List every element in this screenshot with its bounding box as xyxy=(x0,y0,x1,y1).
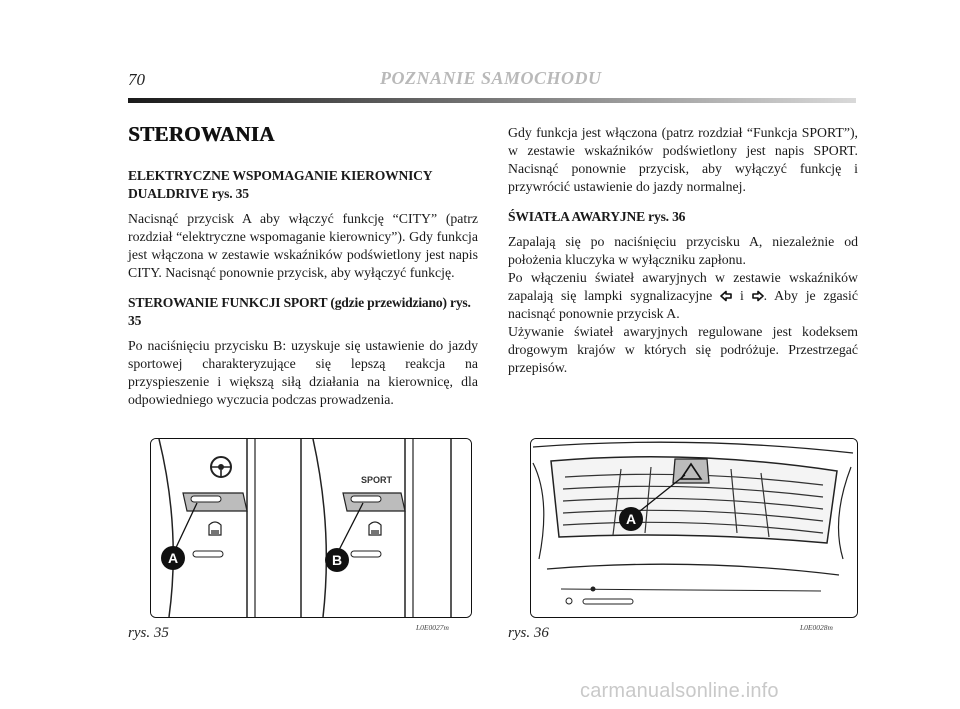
turn-signal-left-icon xyxy=(720,290,732,302)
label-a: A xyxy=(167,550,179,566)
label-a-badge xyxy=(161,546,185,570)
left-column xyxy=(128,122,478,421)
figure-35-drawing xyxy=(151,439,471,617)
turn-signal-right-icon xyxy=(752,290,764,302)
figure-35-code: L0E0027m xyxy=(416,623,449,632)
section-title: STEROWANIA xyxy=(128,122,275,146)
paragraph-hazard-2-after: . Aby je zgasić nacisnąć ponownie przycisk A. xyxy=(508,288,858,321)
running-header: POZNANIE SAMOCHODU xyxy=(380,68,602,88)
label-b: B xyxy=(331,552,343,568)
page-number: 70 xyxy=(128,70,145,89)
paragraph-hazard xyxy=(508,233,858,377)
figure-36-caption: rys. 36 xyxy=(508,625,549,641)
watermark: carmanualsonline.info xyxy=(580,680,779,702)
label-a-36: A xyxy=(625,511,637,527)
paragraph-hazard-3: Używanie świateł awaryjnych regulowane jest kodeksem drogowym krajów w których się podróżuje. Przestrzegać przepisów. xyxy=(508,324,858,375)
label-b-badge xyxy=(325,548,349,572)
button-a-drawing xyxy=(183,493,247,511)
paragraph-hazard-2-before: Po włączeniu świateł awaryjnych w zestawie wskaźników zapalają się lampki sygnalizacyjne xyxy=(508,270,858,303)
figure-35-illustration xyxy=(150,438,472,618)
subhead-hazard: ŚWIATŁA AWARYJNE rys. 36 xyxy=(508,209,686,224)
subhead-sport: STEROWANIE FUNKCJI SPORT (gdzie przewidziano) rys. 35 xyxy=(128,295,471,328)
paragraph-steering: Nacisnąć przycisk A aby włączyć funkcję “CITY” (patrz rozdział “elektryczne wspomaganie kierownicy”). Gdy funkcja jest włączona w zestawie wskaźników podświetlony jest napis CITY. Nacisnąć ponownie przycisk, aby wyłączyć funkcję. xyxy=(128,211,478,280)
label-a-badge-36 xyxy=(619,507,643,531)
figure-36-drawing xyxy=(531,439,857,617)
paragraph-hazard-2-and: i xyxy=(739,288,744,303)
figure-36-illustration xyxy=(530,438,858,618)
subhead-steering: ELEKTRYCZNE WSPOMAGANIE KIEROWNICY DUALDRIVE rys. 35 xyxy=(128,168,432,201)
hazard-button-drawing xyxy=(673,459,709,483)
sport-label: SPORT xyxy=(361,475,393,485)
paragraph-sport: Po naciśnięciu przycisku B: uzyskuje się ustawienie do jazdy sportowej charakteryzujące się lepszą reakcja na przyspieszenie i większą siłą działania na kierownicę, dla odpowiedniego wyczucia podczas prowadzenia. xyxy=(128,338,478,407)
header-rule xyxy=(128,98,856,103)
figure-35-caption: rys. 35 xyxy=(128,625,169,641)
paragraph-hazard-1: Zapalają się po naciśnięciu przycisku A, niezależnie od położenia kluczyka w wyłączniku zapłonu. xyxy=(508,234,858,267)
figure-36-code: L0E0028m xyxy=(800,623,833,632)
paragraph-sport-on: Gdy funkcja jest włączona (patrz rozdział “Funkcja SPORT”), w zestawie wskaźników podświetlony jest napis SPORT. Nacisnąć ponownie przycisk, aby wyłączyć funkcję i przywrócić ustawienie do jazdy normalnej. xyxy=(508,125,858,194)
right-column xyxy=(508,124,858,377)
